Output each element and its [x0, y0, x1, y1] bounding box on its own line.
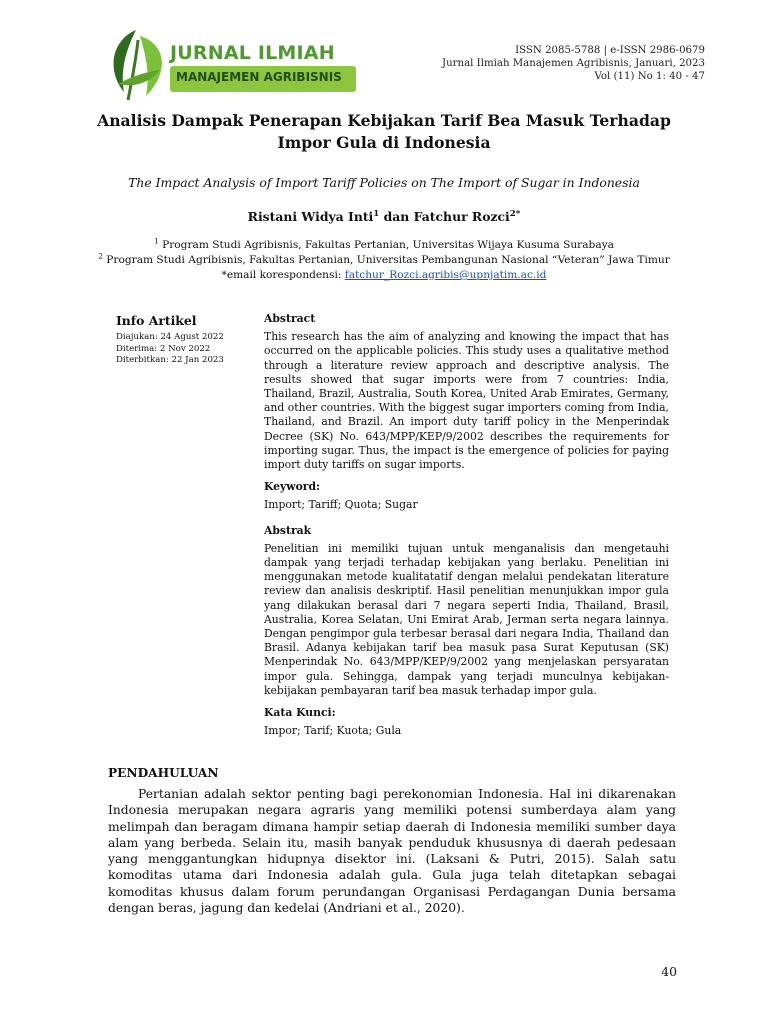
author-conjunction: dan	[379, 209, 414, 224]
affiliation-2-mark: 2	[98, 251, 103, 261]
journal-info	[442, 44, 705, 83]
abstract-heading: Abstract	[264, 312, 316, 325]
abstract-column	[264, 312, 669, 749]
article-title	[80, 110, 688, 154]
keyword-heading: Keyword:	[264, 480, 321, 494]
kata-kunci-heading: Kata Kunci:	[264, 706, 336, 720]
volume-pages: Vol (11) No 1: 40 - 47	[594, 71, 705, 82]
abstract-text: This research has the aim of analyzing and knowing the impact that has occurred on the applicable policies. This study uses a qualitative method through a literature review approach and descriptive analysis. The results showed that sugar imports were from 7 countries: India, Thailand, Brazil, Australia, South Korea, United Arab Emirates, Germany, and other countries. With the biggest sugar importers coming from India, Thailand, and Brazil. An import duty tariff policy in the Menperindak Decree (SK) No. 643/MPP/KEP/9/2002 describes the requirements for importing sugar. Thus, the impact is the emergence of policies for paying import duty tariffs on sugar imports.	[264, 330, 669, 472]
affiliation-1	[40, 238, 728, 253]
abstrak-text: Penelitian ini memiliki tujuan untuk menganalisis dan mengetauhi dampak yang terjadi terhadap kebijakan yang berlaku. Penelitian ini menggunakan metode kualitatatif dengan melalui pendekatan literature review dan analisis deskriptif. Hasil penelitian menunjukkan impor gula yang dilakukan berasal dari 7 negara seperti India, Thailand, Brasil, Australia, Korea Selatan, Uni Emirat Arab, Jerman serta negara lainnya. Dengan pengimpor gula terbesar berasal dari negara India, Thailand dan Brasil. Adanya kebijakan tarif bea masuk pasa Surat Keputusan (SK) Menperindak No. 643/MPP/KEP/9/2002 yang menjelaskan persyaratan impor gula. Sehingga, dampak yang terjadi munculnya kebijakan-kebijakan pembayaran tarif bea masuk terhadap impor gula.	[264, 541, 669, 697]
journal-name-date: Jurnal Ilmiah Manajemen Agribisnis, Januari, 2023	[442, 58, 705, 69]
paragraph: Pertanian adalah sektor penting bagi perekonomian Indonesia. Hal ini dikarenakan Indonesia merupakan negara agraris yang memiliki potensi sumberdaya alam yang melimpah dan beragam dimana hampir setiap daerah di Indonesia memiliki sumber daya alam yang berbeda. Selain itu, masih banyak penduduk khususnya di daerah pedesaan yang menggantungkan hidupnya disektor ini. (Laksani & Putri, 2015). Salah satu komoditas utama dari Indonesia adalah gula. Gula juga telah ditetapkan sebagai komoditas khusus dalam forum perundangan Organisasi Perdagangan Dunia bersama dengan beras, jagung dan kedelai (Andriani et al., 2020).	[108, 787, 676, 916]
date-accepted: Diterima: 2 Nov 2022	[116, 343, 211, 354]
page-number: 40	[661, 964, 677, 979]
section-body	[108, 786, 676, 916]
issn: ISSN 2085-5788 | e-ISSN 2986-0679	[515, 45, 705, 56]
section-heading-pendahuluan: PENDAHULUAN	[108, 766, 219, 780]
author-1-affiliation-mark: 1	[373, 208, 380, 219]
affiliation-2-text: Program Studi Agribisnis, Fakultas Pertanian, Universitas Pembangunan Nasional “Veteran” Jawa Timur	[102, 254, 670, 266]
author-2-affiliation-mark: 2*	[509, 208, 521, 219]
article-subtitle-english: The Impact Analysis of Import Tariff Policies on The Import of Sugar in Indonesia	[128, 175, 640, 190]
info-heading: Info Artikel	[116, 313, 197, 328]
affiliation-1-mark: 1	[154, 236, 159, 246]
date-published: Diterbitkan: 22 Jan 2023	[116, 355, 224, 365]
author-2: Fatchur Rozci	[413, 209, 510, 224]
title-line-1: Analisis Dampak Penerapan Kebijakan Tarif Bea Masuk Terhadap	[97, 111, 671, 130]
email-label: *email korespondensi:	[221, 269, 345, 281]
author-1: Ristani Widya Inti	[247, 209, 374, 224]
journal-logo	[106, 26, 356, 104]
affiliation-1-text: Program Studi Agribisnis, Fakultas Pertanian, Universitas Wijaya Kusuma Surabaya	[158, 239, 614, 251]
leaf-icon	[106, 26, 170, 104]
article-info	[116, 313, 251, 367]
affiliations	[40, 238, 728, 283]
logo-title: JURNAL ILMIAH	[170, 42, 335, 64]
email-link[interactable]: fatchur_Rozci.agribis@upnjatim.ac.id	[344, 269, 547, 281]
correspondence	[40, 268, 728, 283]
keywords: Import; Tariff; Quota; Sugar	[264, 498, 418, 512]
kata-kunci: Impor; Tarif; Kuota; Gula	[264, 724, 402, 738]
logo-subtitle: MANAJEMEN AGRIBISNIS	[176, 70, 342, 84]
affiliation-2	[40, 253, 728, 268]
abstrak-heading: Abstrak	[264, 523, 312, 537]
authors	[80, 208, 688, 226]
date-submitted: Diajukan: 24 Agust 2022	[116, 332, 224, 342]
title-line-2: Impor Gula di Indonesia	[277, 133, 491, 152]
